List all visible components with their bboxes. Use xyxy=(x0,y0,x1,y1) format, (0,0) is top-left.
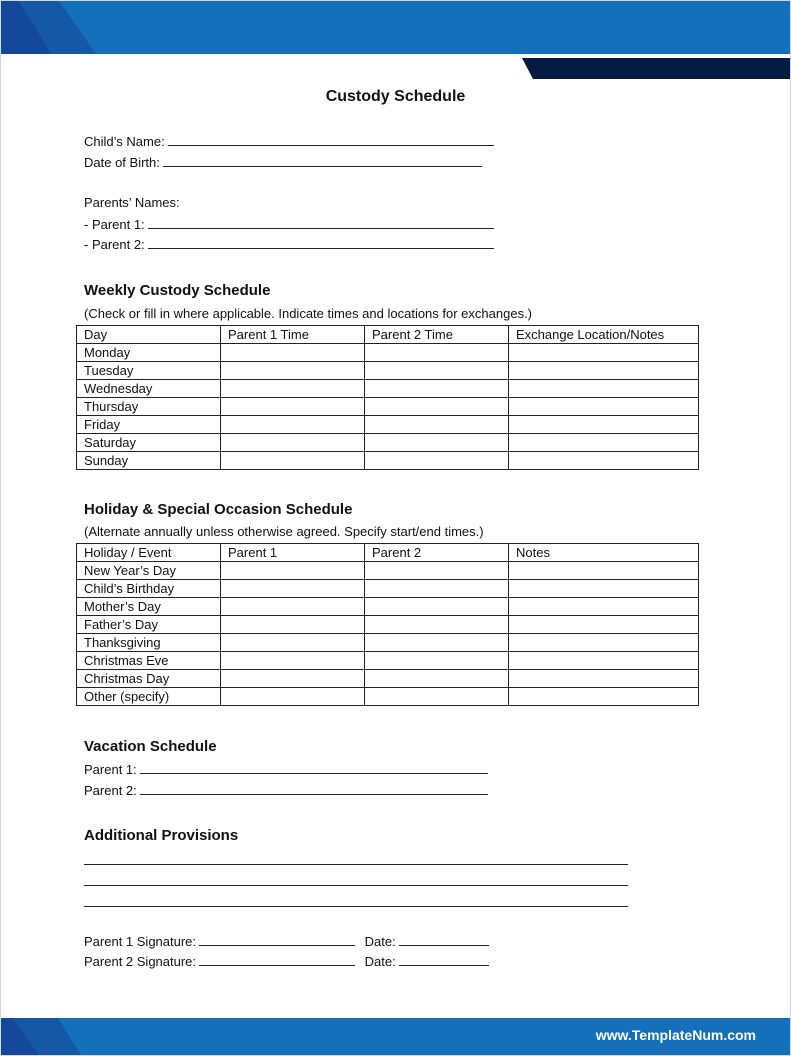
holiday-table-row xyxy=(77,562,699,580)
editable-cell[interactable] xyxy=(365,652,509,670)
row-label: Wednesday xyxy=(77,380,221,398)
editable-cell[interactable] xyxy=(221,616,365,634)
editable-cell[interactable] xyxy=(221,380,365,398)
row-label: Thursday xyxy=(77,398,221,416)
header-navy-strip xyxy=(522,58,790,79)
parent2-name-row xyxy=(84,236,494,252)
editable-cell[interactable] xyxy=(509,688,699,706)
weekly-table-row xyxy=(77,362,699,380)
row-label: Sunday xyxy=(77,452,221,470)
editable-cell[interactable] xyxy=(365,380,509,398)
parents-names-label: Parents’ Names: xyxy=(84,195,180,210)
row-label: Tuesday xyxy=(77,362,221,380)
holiday-table-row xyxy=(77,670,699,688)
provisions-field-2[interactable] xyxy=(84,873,628,886)
vacation-parent2-row xyxy=(84,782,488,798)
editable-cell[interactable] xyxy=(509,634,699,652)
editable-cell[interactable] xyxy=(365,452,509,470)
column-header: Parent 2 xyxy=(365,544,509,562)
weekly-table-row xyxy=(77,452,699,470)
child-name-row xyxy=(84,133,494,149)
parent2-signature-label: Parent 2 Signature: xyxy=(84,954,197,969)
column-header: Holiday / Event xyxy=(77,544,221,562)
parent1-name-field[interactable] xyxy=(148,216,494,229)
editable-cell[interactable] xyxy=(365,344,509,362)
footer-banner xyxy=(1,1018,790,1055)
date-of-birth-label: Date of Birth: xyxy=(84,155,160,170)
editable-cell[interactable] xyxy=(365,580,509,598)
editable-cell[interactable] xyxy=(365,362,509,380)
editable-cell[interactable] xyxy=(221,562,365,580)
editable-cell[interactable] xyxy=(365,434,509,452)
editable-cell[interactable] xyxy=(509,416,699,434)
document-title: Custody Schedule xyxy=(325,88,466,105)
vacation-parent1-label: Parent 1: xyxy=(84,762,137,777)
holiday-table-row xyxy=(77,616,699,634)
parent1-signature-field[interactable] xyxy=(199,933,355,946)
editable-cell[interactable] xyxy=(509,580,699,598)
weekly-table-row xyxy=(77,416,699,434)
row-label: New Year’s Day xyxy=(77,562,221,580)
weekly-table-row xyxy=(77,380,699,398)
provisions-field-1[interactable] xyxy=(84,852,628,865)
editable-cell[interactable] xyxy=(509,652,699,670)
column-header: Day xyxy=(77,326,221,344)
row-label: Mother’s Day xyxy=(77,598,221,616)
weekly-note: (Check or fill in where applicable. Indicate times and locations for exchanges.) xyxy=(84,306,533,321)
editable-cell[interactable] xyxy=(221,598,365,616)
editable-cell[interactable] xyxy=(365,398,509,416)
parent1-date-label: Date: xyxy=(364,934,396,949)
parent2-date-field[interactable] xyxy=(399,953,489,966)
vacation-parent2-label: Parent 2: xyxy=(84,783,137,798)
editable-cell[interactable] xyxy=(221,362,365,380)
child-name-label: Child’s Name: xyxy=(84,134,165,149)
holiday-header-row xyxy=(77,544,699,562)
editable-cell[interactable] xyxy=(509,362,699,380)
editable-cell[interactable] xyxy=(221,580,365,598)
parent1-signature-label: Parent 1 Signature: xyxy=(84,934,197,949)
editable-cell[interactable] xyxy=(365,688,509,706)
editable-cell[interactable] xyxy=(365,416,509,434)
provisions-field-3[interactable] xyxy=(84,894,628,907)
editable-cell[interactable] xyxy=(221,634,365,652)
row-label: Christmas Day xyxy=(77,670,221,688)
editable-cell[interactable] xyxy=(509,670,699,688)
provisions-section-title: Additional Provisions xyxy=(84,827,239,844)
editable-cell[interactable] xyxy=(509,380,699,398)
header-banner xyxy=(1,1,790,54)
editable-cell[interactable] xyxy=(365,634,509,652)
weekly-header-row xyxy=(77,326,699,344)
parent2-name-field[interactable] xyxy=(148,236,494,249)
editable-cell[interactable] xyxy=(365,562,509,580)
weekly-table-row xyxy=(77,398,699,416)
row-label: Saturday xyxy=(77,434,221,452)
weekly-table-row xyxy=(77,344,699,362)
editable-cell[interactable] xyxy=(221,398,365,416)
editable-cell[interactable] xyxy=(365,670,509,688)
editable-cell[interactable] xyxy=(509,598,699,616)
holiday-section-title: Holiday & Special Occasion Schedule xyxy=(84,501,353,518)
editable-cell[interactable] xyxy=(365,616,509,634)
holiday-table-row xyxy=(77,652,699,670)
editable-cell[interactable] xyxy=(221,670,365,688)
parent1-signature-row xyxy=(84,933,489,949)
editable-cell[interactable] xyxy=(221,344,365,362)
row-label: Monday xyxy=(77,344,221,362)
holiday-note: (Alternate annually unless otherwise agreed. Specify start/end times.) xyxy=(84,524,484,539)
row-label: Friday xyxy=(77,416,221,434)
column-header: Parent 2 Time xyxy=(365,326,509,344)
weekly-table-row xyxy=(77,434,699,452)
editable-cell[interactable] xyxy=(509,562,699,580)
editable-cell[interactable] xyxy=(509,398,699,416)
vacation-section-title: Vacation Schedule xyxy=(84,738,217,755)
column-header: Exchange Location/Notes xyxy=(509,326,699,344)
provisions-line-1 xyxy=(84,852,628,868)
editable-cell[interactable] xyxy=(509,616,699,634)
date-of-birth-field[interactable] xyxy=(163,154,482,167)
parent1-name-row xyxy=(84,216,494,232)
holiday-table-row xyxy=(77,598,699,616)
row-label: Thanksgiving xyxy=(77,634,221,652)
parent2-date-label: Date: xyxy=(364,954,396,969)
editable-cell[interactable] xyxy=(509,452,699,470)
editable-cell[interactable] xyxy=(509,434,699,452)
editable-cell[interactable] xyxy=(221,434,365,452)
editable-cell[interactable] xyxy=(221,688,365,706)
parent2-signature-field[interactable] xyxy=(199,953,355,966)
row-label: Other (specify) xyxy=(77,688,221,706)
column-header: Parent 1 xyxy=(221,544,365,562)
holiday-schedule-table xyxy=(76,543,699,706)
parent1-date-field[interactable] xyxy=(399,933,489,946)
vacation-parent1-field[interactable] xyxy=(140,761,488,774)
row-label: Child’s Birthday xyxy=(77,580,221,598)
editable-cell[interactable] xyxy=(509,344,699,362)
parent1-name-label: - Parent 1: xyxy=(84,217,145,232)
column-header: Parent 1 Time xyxy=(221,326,365,344)
editable-cell[interactable] xyxy=(221,652,365,670)
holiday-table-row xyxy=(77,580,699,598)
row-label: Christmas Eve xyxy=(77,652,221,670)
weekly-schedule-table xyxy=(76,325,699,470)
vacation-parent1-row xyxy=(84,761,488,777)
child-name-field[interactable] xyxy=(168,133,494,146)
editable-cell[interactable] xyxy=(221,452,365,470)
parent2-signature-row xyxy=(84,953,489,969)
holiday-table-row xyxy=(77,688,699,706)
row-label: Father’s Day xyxy=(77,616,221,634)
provisions-line-2 xyxy=(84,873,628,889)
editable-cell[interactable] xyxy=(221,416,365,434)
vacation-parent2-field[interactable] xyxy=(140,782,488,795)
column-header: Notes xyxy=(509,544,699,562)
date-of-birth-row xyxy=(84,154,482,170)
weekly-section-title: Weekly Custody Schedule xyxy=(84,282,271,299)
holiday-table-row xyxy=(77,634,699,652)
provisions-line-3 xyxy=(84,894,628,910)
editable-cell[interactable] xyxy=(365,598,509,616)
footer-website-link[interactable]: www.TemplateNum.com xyxy=(595,1027,756,1043)
parent2-name-label: - Parent 2: xyxy=(84,237,145,252)
